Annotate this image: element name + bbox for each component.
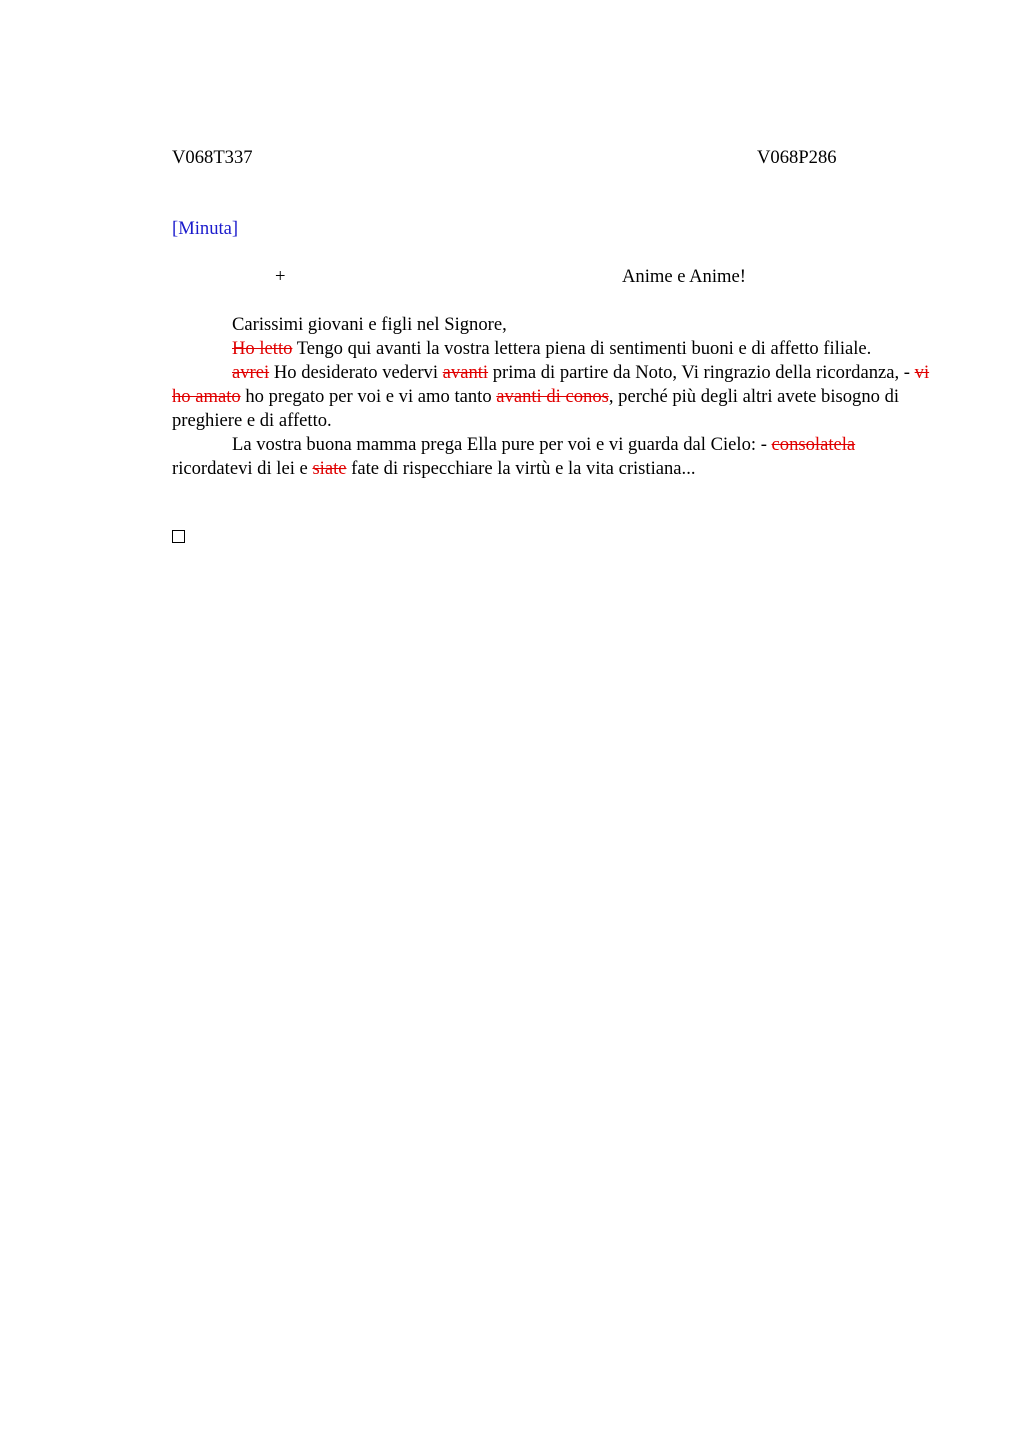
paragraph-text: fate di rispecchiare la virtù e la vita cristiana... bbox=[346, 458, 696, 479]
letter-title: Anime e Anime! bbox=[622, 266, 746, 287]
deleted-text: avanti bbox=[442, 362, 489, 383]
paragraph-text: Tengo qui avanti la vostra lettera piena di sentimenti buoni e di affetto filiale. bbox=[292, 338, 872, 359]
letter-salutation bbox=[172, 313, 932, 337]
deleted-text: Ho letto bbox=[232, 338, 293, 359]
paragraph-text: , perché più degli altri avete bisogno di preghiere e di affetto. bbox=[172, 386, 900, 431]
deleted-text: vi ho amato bbox=[172, 362, 930, 407]
empty-square-icon bbox=[172, 530, 185, 543]
paragraph-text: prima di partire da Noto, Vi ringrazio della ricordanza, - bbox=[488, 362, 915, 383]
deleted-text: avrei bbox=[232, 362, 270, 383]
paragraph-text: ricordatevi di lei e bbox=[172, 458, 313, 479]
draft-note-label: [Minuta] bbox=[172, 218, 239, 239]
cross-symbol: + bbox=[275, 266, 286, 287]
salutation-text: Carissimi giovani e figli nel Signore, bbox=[232, 314, 507, 335]
letter-body bbox=[172, 313, 932, 481]
paragraph-text: ho pregato per voi e vi amo tanto bbox=[240, 386, 497, 407]
letter-paragraph-3 bbox=[172, 433, 932, 481]
document-code-right: V068P286 bbox=[757, 147, 837, 168]
letter-paragraph-1 bbox=[172, 337, 932, 361]
paragraph-text: Ho desiderato vedervi bbox=[269, 362, 443, 383]
deleted-text: avanti di conos bbox=[496, 386, 609, 407]
deleted-text: siate bbox=[312, 458, 347, 479]
letter-paragraph-2 bbox=[172, 361, 932, 433]
deleted-text: consolatela bbox=[771, 434, 856, 455]
document-code-left: V068T337 bbox=[172, 147, 253, 168]
paragraph-text: La vostra buona mamma prega Ella pure per voi e vi guarda dal Cielo: - bbox=[232, 434, 772, 455]
